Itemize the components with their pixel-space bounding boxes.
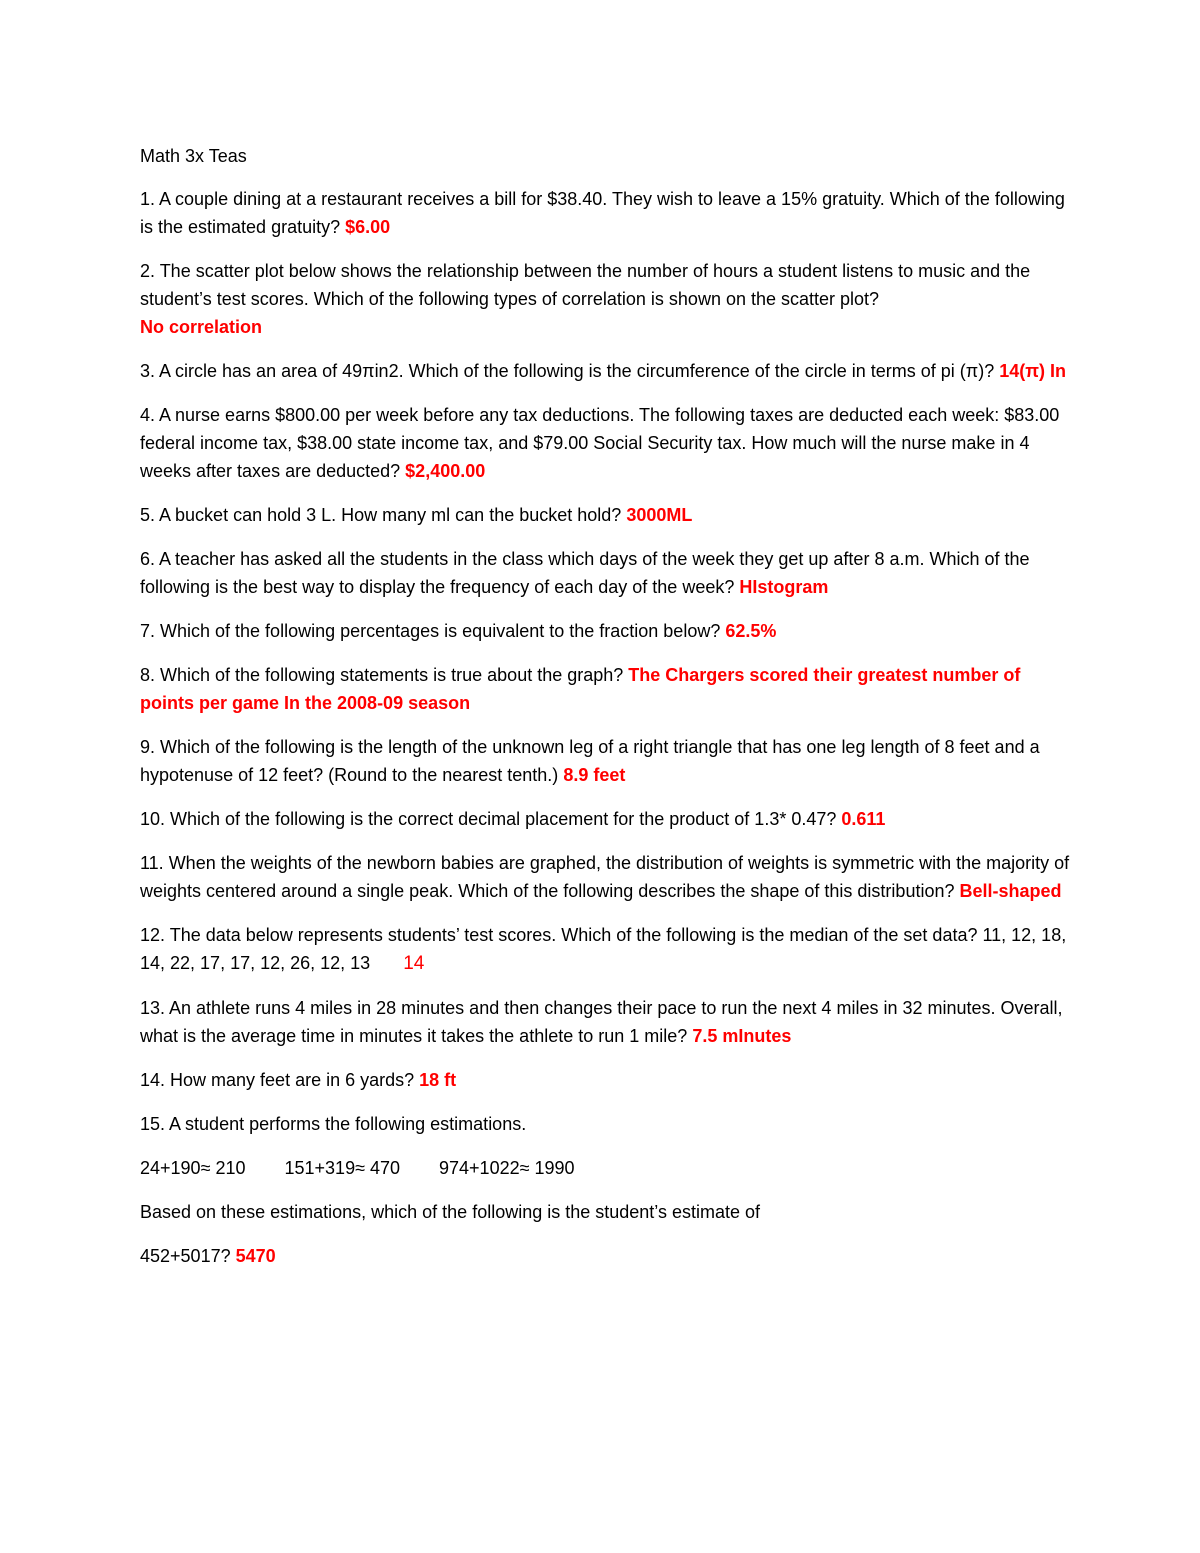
estimations-line — [140, 1154, 1070, 1182]
estimation: 24+190≈ 210 — [140, 1158, 246, 1178]
question-8 — [140, 661, 1070, 717]
question-text: 7. Which of the following percentages is equivalent to the fraction below? — [140, 621, 721, 641]
answer: 14(π) In — [999, 361, 1067, 381]
answer: 0.611 — [841, 809, 886, 829]
question-15-expression — [140, 1242, 1070, 1270]
question-text: 11. When the weights of the newborn babies are graphed, the distribution of weights is symmetric with the majority of weights centered around a single peak. Which of the following describes the shape of this distribution? — [140, 853, 1070, 901]
question-10 — [140, 805, 1070, 833]
answer: 5470 — [235, 1246, 276, 1266]
document-page — [140, 142, 1070, 1286]
answer: $2,400.00 — [405, 461, 486, 481]
answer: HIstogram — [739, 577, 829, 597]
answer: Bell-shaped — [959, 881, 1062, 901]
question-3 — [140, 357, 1070, 385]
question-text: 15. A student performs the following estimations. — [140, 1114, 527, 1134]
question-9 — [140, 733, 1070, 789]
question-text: 10. Which of the following is the correct decimal placement for the product of 1.3* 0.47? — [140, 809, 837, 829]
question-text: 9. Which of the following is the length of the unknown leg of a right triangle that has one leg length of 8 feet and a hypotenuse of 12 feet? (Round to the nearest tenth.) — [140, 737, 1040, 785]
answer: 14 — [403, 953, 425, 974]
question-15-followup: Based on these estimations, which of the following is the student’s estimate of — [140, 1202, 761, 1222]
question-14 — [140, 1066, 1070, 1094]
answer: 18 ft — [419, 1070, 457, 1090]
question-4 — [140, 401, 1070, 485]
question-text: 4. A nurse earns $800.00 per week before any tax deductions. The following taxes are deducted each week: $83.00 federal income tax, $38.00 state income tax, and $79.00 Social Security tax. How much will the nurse make in 4 weeks after taxes are deducted? — [140, 405, 1060, 481]
question-text: 8. Which of the following statements is true about the graph? — [140, 665, 624, 685]
question-13 — [140, 994, 1070, 1050]
question-15 — [140, 1110, 1070, 1138]
question-12 — [140, 921, 1070, 978]
question-text: 1. A couple dining at a restaurant receives a bill for $38.40. They wish to leave a 15% gratuity. Which of the following is the estimated gratuity? — [140, 189, 1065, 237]
question-text: 6. A teacher has asked all the students in the class which days of the week they get up after 8 a.m. Which of the following is the best way to display the frequency of each day of the week? — [140, 549, 1030, 597]
expression-text: 452+5017? — [140, 1246, 231, 1266]
answer: $6.00 — [345, 217, 391, 237]
estimation: 151+319≈ 470 — [284, 1158, 400, 1178]
question-text: 12. The data below represents students’ test scores. Which of the following is the median of the set data? 11, 12, 18, 14, 22, 17, 17, 12, 26, 12, 13 — [140, 925, 1067, 973]
answer: The Chargers scored their greatest number of points per game In the 2008-09 season — [140, 665, 1021, 713]
question-5 — [140, 501, 1070, 529]
question-text: 3. A circle has an area of 49πin2. Which of the following is the circumference of the circle in terms of pi (π)? — [140, 361, 995, 381]
answer: 7.5 mInutes — [692, 1026, 792, 1046]
question-text: 13. An athlete runs 4 miles in 28 minutes and then changes their pace to run the next 4 miles in 32 minutes. Overall, what is the average time in minutes it takes the athlete to run 1 mile? — [140, 998, 1063, 1046]
document-title: Math 3x Teas — [140, 146, 247, 166]
question-1 — [140, 185, 1070, 241]
question-text: 2. The scatter plot below shows the relationship between the number of hours a student listens to music and the student’s test scores. Which of the following types of correlation is shown on the scatter plot? — [140, 261, 1031, 309]
answer: 62.5% — [725, 621, 777, 641]
question-2 — [140, 257, 1070, 341]
estimation: 974+1022≈ 1990 — [439, 1158, 575, 1178]
question-text: 14. How many feet are in 6 yards? — [140, 1070, 415, 1090]
question-7 — [140, 617, 1070, 645]
question-6 — [140, 545, 1070, 601]
question-11 — [140, 849, 1070, 905]
question-text: 5. A bucket can hold 3 L. How many ml can the bucket hold? — [140, 505, 622, 525]
answer: 8.9 feet — [563, 765, 626, 785]
answer: 3000ML — [626, 505, 693, 525]
answer: No correlation — [140, 317, 263, 337]
